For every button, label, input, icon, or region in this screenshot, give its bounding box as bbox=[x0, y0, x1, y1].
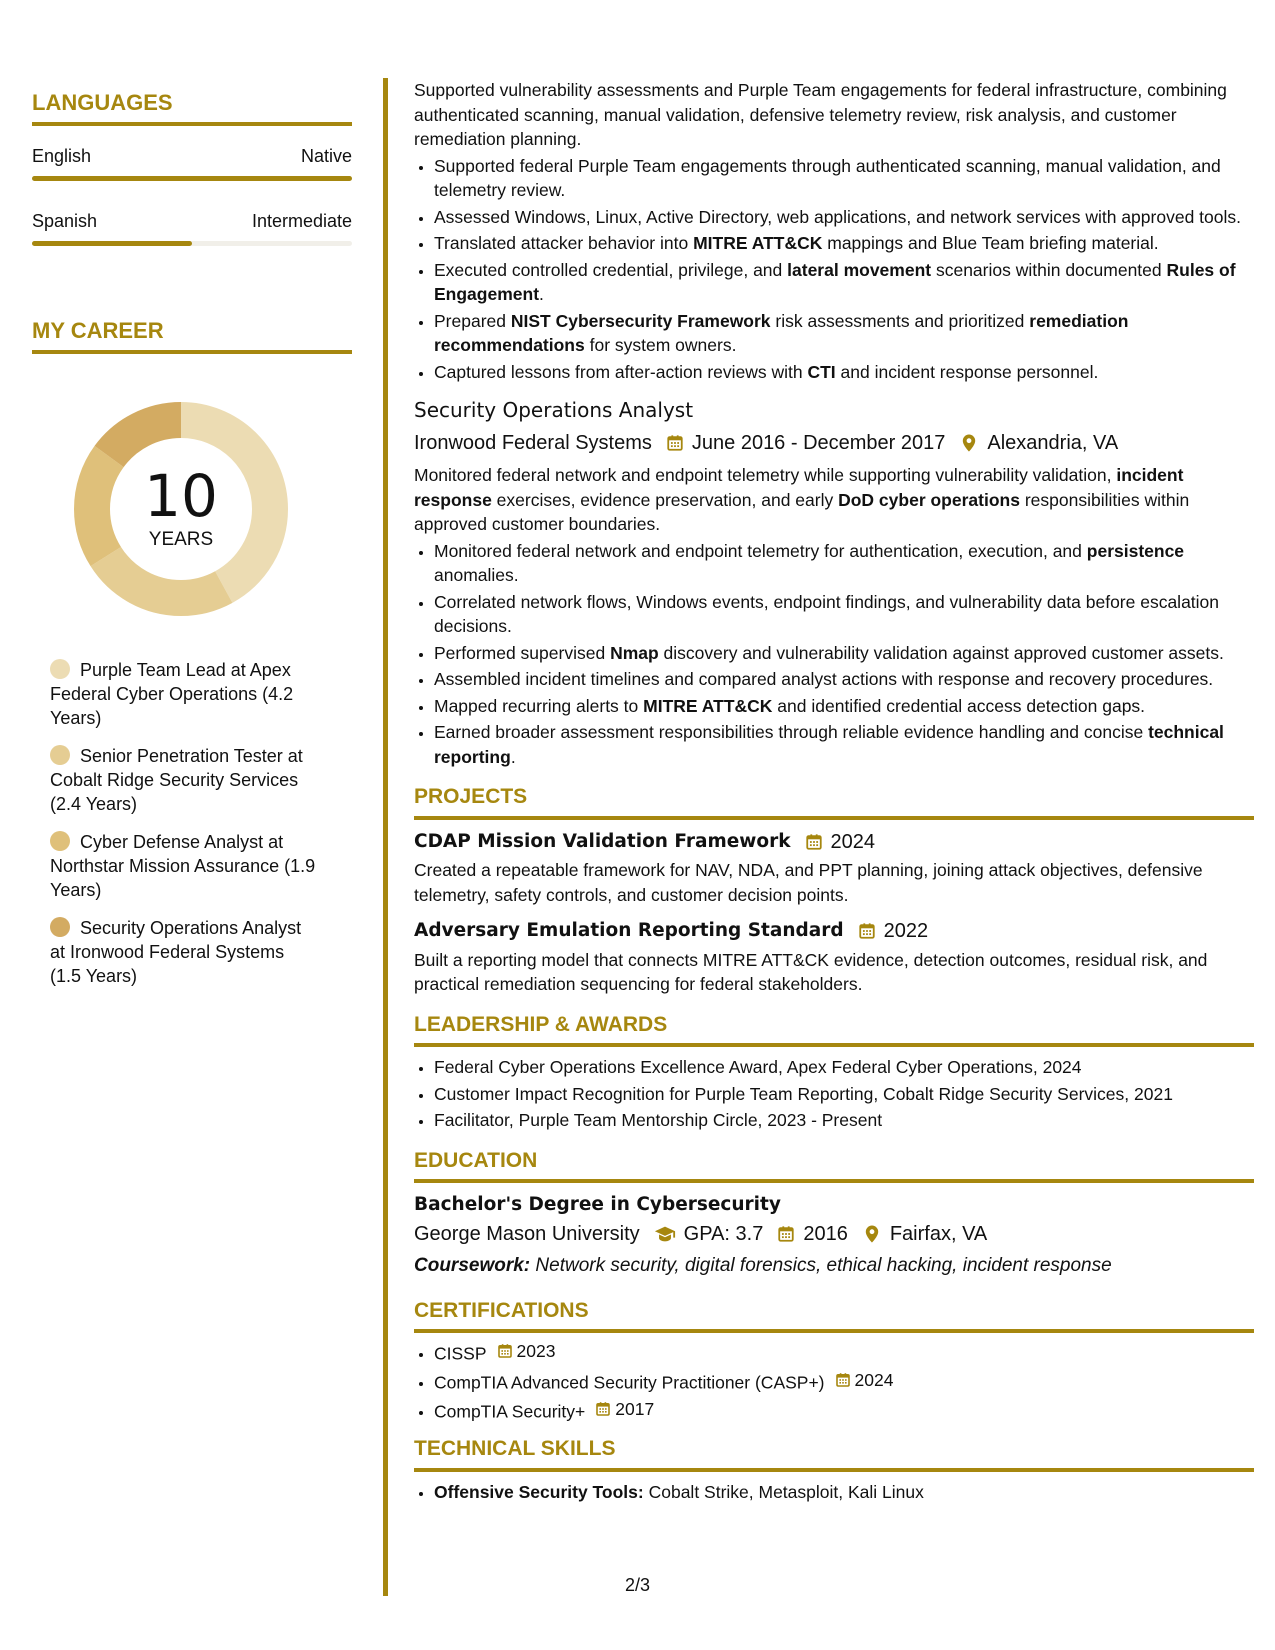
bullet-item bbox=[434, 667, 1254, 692]
skill-value: Cobalt Strike, Metasploit, Kali Linux bbox=[643, 1481, 924, 1502]
education-coursework bbox=[414, 1254, 1254, 1279]
text-run: . bbox=[539, 284, 544, 304]
legend-dot-icon bbox=[50, 745, 70, 765]
text-run: exercises, evidence preservation, and early bbox=[491, 489, 839, 510]
location-pin-icon bbox=[862, 1224, 882, 1244]
emphasis-text: incident response bbox=[414, 465, 1184, 510]
text-run: scenarios within documented bbox=[931, 259, 1167, 280]
job-company: Ironwood Federal Systems bbox=[414, 431, 652, 454]
text-run: for system owners. bbox=[584, 335, 737, 355]
emphasis-text: Nmap bbox=[610, 642, 659, 663]
languages-rule bbox=[32, 122, 352, 126]
calendar-icon bbox=[595, 1401, 611, 1417]
certification-item bbox=[434, 1368, 1254, 1395]
bullet-item bbox=[434, 539, 1254, 588]
career-legend-text: Purple Team Lead at Apex Federal Cyber Operations (4.2 Years) bbox=[50, 660, 294, 728]
emphasis-text: persistence bbox=[1086, 540, 1185, 561]
certification-year: 2017 bbox=[615, 1398, 655, 1419]
language-item bbox=[32, 211, 352, 246]
calendar-icon bbox=[666, 434, 684, 452]
job-summary: Supported vulnerability assessments and Purple Team engagements for federal infrastructure, combining authenticated scanning, manual validation, defensive telemetry review, risk analysis, and customer remediation planning. bbox=[414, 80, 1227, 149]
certification-year: 2023 bbox=[516, 1341, 556, 1361]
text-run: Mapped recurring alerts to bbox=[434, 695, 644, 716]
text-run: Supported federal Purple Team engagements through authenticated scanning, manual validation, and telemetry review. bbox=[434, 155, 1221, 200]
text-run: Correlated network flows, Windows events, endpoint findings, and vulnerability data before escalation decisions. bbox=[434, 591, 1220, 636]
career-legend-text: Senior Penetration Tester at Cobalt Ridge Security Services (2.4 Years) bbox=[50, 746, 303, 814]
emphasis-text: MITRE ATT&CK bbox=[693, 233, 823, 253]
language-name: Spanish bbox=[32, 211, 98, 231]
job-bullets bbox=[414, 154, 1254, 385]
text-run: Captured lessons from after-action reviews with bbox=[434, 361, 808, 382]
project-name: CDAP Mission Validation Framework bbox=[414, 830, 791, 852]
bullet-item bbox=[434, 231, 1254, 256]
skills-title: TECHNICAL SKILLS bbox=[414, 1437, 616, 1461]
emphasis-text: DoD cyber operations bbox=[838, 489, 1020, 510]
job-dates: June 2016 - December 2017 bbox=[691, 431, 946, 454]
bullet-item bbox=[434, 641, 1254, 666]
career-total-years: 10 bbox=[144, 462, 218, 530]
leadership-rule bbox=[414, 1043, 1254, 1047]
leadership-item: • Federal Cyber Operations Excellence Award, Apex Federal Cyber Operations, 2024 bbox=[434, 1055, 1254, 1080]
left-column bbox=[32, 90, 352, 1002]
certifications-list bbox=[414, 1339, 1254, 1423]
text-run: Executed controlled credential, privilege, and bbox=[434, 259, 788, 280]
career-total-unit: YEARS bbox=[148, 529, 214, 550]
bullet-item bbox=[434, 258, 1254, 307]
text-run: discovery and vulnerability validation against approved customer assets. bbox=[658, 642, 1224, 663]
project-item bbox=[414, 919, 1254, 997]
education-meta bbox=[414, 1222, 1254, 1247]
emphasis-text: NIST Cybersecurity Framework bbox=[510, 310, 771, 331]
text-run: Prepared bbox=[434, 310, 511, 331]
career-donut bbox=[66, 394, 296, 624]
text-run: Performed supervised bbox=[434, 642, 611, 663]
calendar-icon bbox=[805, 833, 823, 851]
project-description: Built a reporting model that connects MITRE ATT&CK evidence, detection outcomes, residual risk, and practical remediation sequencing for federal stakeholders. bbox=[414, 949, 1208, 994]
education-degree: Bachelor's Degree in Cybersecurity bbox=[414, 1194, 781, 1215]
leadership-title: LEADERSHIP & AWARDS bbox=[414, 1012, 668, 1036]
emphasis-text: technical reporting bbox=[434, 722, 1224, 767]
career-legend-text: Cyber Defense Analyst at Northstar Mission Assurance (1.9 Years) bbox=[50, 832, 316, 900]
certification-name: CompTIA Advanced Security Practitioner (CASP+) bbox=[434, 1372, 825, 1392]
bullet-item bbox=[434, 205, 1254, 230]
skills-rule bbox=[414, 1468, 1254, 1472]
emphasis-text: lateral movement bbox=[787, 259, 932, 280]
career-rule bbox=[32, 350, 352, 354]
text-run: Translated attacker behavior into bbox=[434, 233, 694, 253]
certification-year: 2024 bbox=[854, 1369, 894, 1390]
job-title: Security Operations Analyst bbox=[414, 398, 694, 422]
career-legend-item bbox=[50, 658, 320, 730]
job-bullets bbox=[414, 539, 1254, 770]
bullet-item bbox=[434, 154, 1254, 203]
education-gpa: GPA: 3.7 bbox=[683, 1222, 764, 1245]
job-summary bbox=[414, 463, 1254, 537]
bullet-item bbox=[434, 590, 1254, 639]
language-proficiency-bar bbox=[32, 241, 352, 246]
career-legend-item bbox=[50, 916, 320, 988]
location-pin-icon bbox=[959, 433, 979, 453]
calendar-icon bbox=[497, 1343, 513, 1359]
legend-dot-icon bbox=[50, 917, 70, 937]
leadership-list bbox=[414, 1055, 1254, 1133]
legend-dot-icon bbox=[50, 659, 70, 679]
text-run: Earned broader assessment responsibilities through reliable evidence handling and concise bbox=[434, 722, 1149, 742]
education-location: Fairfax, VA bbox=[889, 1222, 988, 1245]
certification-item bbox=[434, 1339, 1254, 1366]
bullet-item bbox=[434, 360, 1254, 385]
skills-list bbox=[414, 1480, 1254, 1505]
certification-name: CISSP bbox=[434, 1343, 487, 1364]
language-proficiency-fill bbox=[32, 241, 192, 246]
text-run: Monitored federal network and endpoint telemetry for authentication, execution, and bbox=[434, 540, 1087, 561]
language-proficiency-fill bbox=[32, 176, 352, 181]
project-year: 2024 bbox=[830, 830, 876, 853]
text-run: Monitored federal network and endpoint telemetry while supporting vulnerability validation, bbox=[414, 465, 1117, 485]
coursework-label: Coursework: bbox=[414, 1255, 531, 1276]
text-run: mappings and Blue Team briefing material. bbox=[822, 233, 1159, 253]
job-location: Alexandria, VA bbox=[987, 431, 1119, 454]
text-run: and identified credential access detection gaps. bbox=[772, 695, 1146, 716]
career-legend-text: Security Operations Analyst at Ironwood Federal Systems (1.5 Years) bbox=[50, 918, 302, 986]
language-item bbox=[32, 146, 352, 181]
text-run: risk assessments and prioritized bbox=[770, 310, 1030, 331]
bullet-item bbox=[434, 694, 1254, 719]
education-year: 2016 bbox=[803, 1222, 848, 1245]
certification-name: CompTIA Security+ bbox=[434, 1400, 586, 1421]
language-level: Native bbox=[300, 146, 352, 166]
leadership-item: • Facilitator, Purple Team Mentorship Circle, 2023 - Present bbox=[434, 1108, 1254, 1133]
bullet-item bbox=[434, 309, 1254, 358]
career-donut-center bbox=[66, 394, 296, 624]
text-run: Assessed Windows, Linux, Active Directory, web applications, and network services with approved tools. bbox=[434, 206, 1241, 227]
projects-title: PROJECTS bbox=[414, 785, 528, 808]
education-rule bbox=[414, 1179, 1254, 1183]
bullet-item bbox=[434, 720, 1254, 769]
career-title: MY CAREER bbox=[32, 318, 164, 343]
coursework-text: Network security, digital forensics, ethical hacking, incident response bbox=[530, 1255, 1112, 1276]
language-name: English bbox=[32, 146, 92, 166]
education-title: EDUCATION bbox=[414, 1148, 538, 1172]
text-run: and incident response personnel. bbox=[835, 361, 1099, 382]
career-legend-item bbox=[50, 830, 320, 902]
language-level: Intermediate bbox=[251, 211, 352, 231]
education-school: George Mason University bbox=[414, 1222, 640, 1245]
career-legend bbox=[50, 658, 320, 988]
skill-label: Offensive Security Tools: bbox=[434, 1481, 644, 1502]
column-divider bbox=[383, 78, 388, 1596]
emphasis-text: remediation recommendations bbox=[434, 310, 1129, 355]
graduation-cap-icon bbox=[654, 1223, 676, 1245]
emphasis-text: CTI bbox=[807, 361, 836, 382]
right-column bbox=[414, 78, 1254, 1506]
languages-title: LANGUAGES bbox=[32, 90, 173, 115]
page-number: 2/3 bbox=[624, 1575, 651, 1595]
certifications-title: CERTIFICATIONS bbox=[414, 1298, 589, 1322]
calendar-icon bbox=[858, 922, 876, 940]
calendar-icon bbox=[835, 1372, 851, 1388]
project-description: Created a repeatable framework for NAV, NDA, and PPT planning, joining attack objectives, defensive telemetry, safety controls, and customer decision points. bbox=[414, 860, 1203, 905]
career-legend-item bbox=[50, 744, 320, 816]
project-header bbox=[414, 919, 1254, 944]
project-year: 2022 bbox=[883, 920, 929, 942]
text-run: anomalies. bbox=[434, 565, 519, 585]
legend-dot-icon bbox=[50, 831, 70, 851]
text-run: Assembled incident timelines and compared analyst actions with response and recovery procedures. bbox=[434, 669, 1214, 689]
text-run: . bbox=[510, 746, 516, 767]
certification-item bbox=[434, 1397, 1254, 1424]
job-meta bbox=[414, 431, 1254, 456]
text-run: responsibilities within approved customer boundaries. bbox=[414, 489, 1190, 534]
project-item bbox=[414, 830, 1254, 908]
project-header bbox=[414, 830, 1254, 855]
certifications-rule bbox=[414, 1329, 1254, 1333]
emphasis-text: MITRE ATT&CK bbox=[643, 695, 773, 716]
projects-rule bbox=[414, 816, 1254, 820]
project-name: Adversary Emulation Reporting Standard bbox=[414, 920, 844, 941]
skill-item bbox=[434, 1480, 1254, 1505]
emphasis-text: Rules of Engagement bbox=[434, 259, 1236, 304]
leadership-item: • Customer Impact Recognition for Purple Team Reporting, Cobalt Ridge Security Services, 2021 bbox=[434, 1082, 1254, 1107]
language-proficiency-bar bbox=[32, 176, 352, 181]
calendar-icon bbox=[777, 1225, 795, 1243]
